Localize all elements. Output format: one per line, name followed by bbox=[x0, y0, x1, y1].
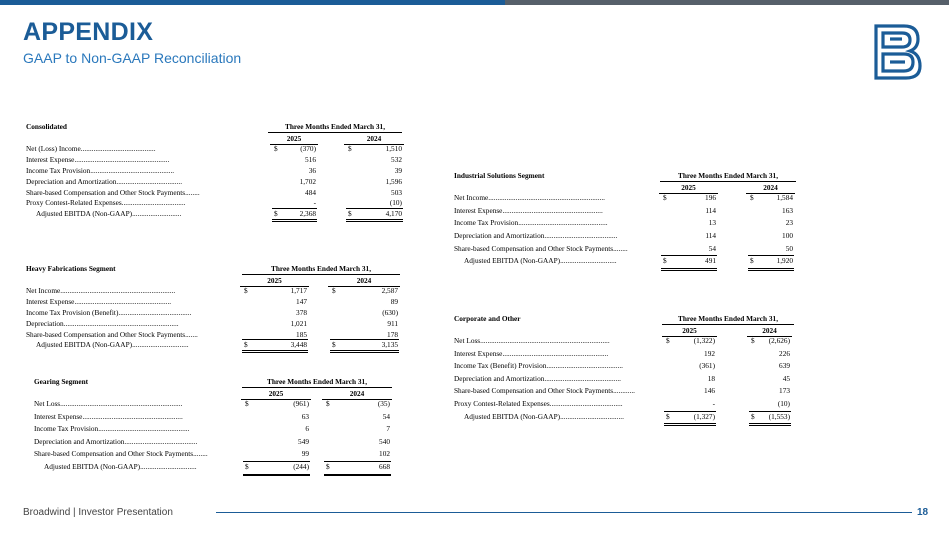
currency-symbol: $ bbox=[666, 336, 670, 345]
value-2024: 1,596 bbox=[385, 176, 402, 186]
footer-divider bbox=[216, 512, 912, 513]
top-accent-bar-gray bbox=[505, 0, 949, 5]
row-label: Share-based Compensation and Other Stock Payments bbox=[454, 243, 614, 253]
table-row bbox=[454, 231, 854, 244]
value-2024: (10) bbox=[777, 398, 790, 408]
total-double-rule bbox=[324, 474, 391, 477]
value-2025: 192 bbox=[704, 348, 715, 358]
total-double-rule bbox=[346, 219, 403, 222]
value-2024: 23 bbox=[785, 218, 793, 228]
total-double-rule bbox=[243, 474, 310, 477]
row-label: Income Tax (Benefit) Provision bbox=[454, 361, 547, 371]
table-row bbox=[454, 412, 854, 425]
row-leader-dots: ....................................................................... bbox=[480, 336, 610, 345]
value-2025: 1,717 bbox=[290, 286, 307, 295]
table-row bbox=[26, 155, 402, 166]
table-title: Industrial Solutions Segment bbox=[454, 171, 545, 180]
currency-symbol: $ bbox=[750, 193, 754, 202]
value-2025: 147 bbox=[296, 296, 307, 306]
year-header: 2024 bbox=[747, 326, 792, 337]
row-leader-dots: .................................................... bbox=[74, 154, 170, 164]
row-leader-dots: ....................................................... bbox=[82, 411, 183, 421]
value-2025: 146 bbox=[704, 386, 715, 396]
value-2024: 178 bbox=[387, 329, 398, 339]
value-2024: (35) bbox=[377, 399, 390, 408]
value-2024: 45 bbox=[782, 373, 790, 383]
value-2024: (2,626) bbox=[768, 336, 790, 345]
value-2024: 639 bbox=[779, 361, 790, 371]
subtotal-rule bbox=[243, 461, 310, 462]
year-header: 2024 bbox=[322, 389, 392, 400]
value-2024: 503 bbox=[391, 187, 402, 197]
row-leader-dots: ........ bbox=[185, 187, 200, 197]
value-2024: 226 bbox=[779, 348, 790, 358]
table-row bbox=[34, 424, 404, 437]
table-row bbox=[454, 361, 854, 374]
value-2025: (244) bbox=[293, 461, 309, 471]
period-header: Three Months Ended March 31, bbox=[662, 314, 794, 325]
row-leader-dots: ........................................ bbox=[124, 436, 198, 446]
table-row bbox=[454, 218, 854, 231]
currency-symbol: $ bbox=[348, 209, 352, 219]
row-label: Depreciation and Amortization bbox=[454, 231, 545, 241]
table-row bbox=[454, 336, 854, 349]
table-row bbox=[26, 177, 402, 188]
value-2024: 54 bbox=[382, 411, 390, 421]
value-2025: 18 bbox=[707, 373, 715, 383]
row-label: Net Income bbox=[454, 193, 489, 202]
period-header: Three Months Ended March 31, bbox=[268, 122, 402, 133]
row-leader-dots: ......................................... bbox=[80, 144, 156, 153]
table-row bbox=[34, 462, 404, 475]
page-title: APPENDIX bbox=[23, 18, 154, 46]
value-2024: 1,920 bbox=[776, 256, 793, 266]
value-2025: 484 bbox=[305, 187, 316, 197]
row-label: Net Income bbox=[26, 286, 61, 295]
value-2025: 549 bbox=[298, 436, 309, 446]
row-label: Proxy Contest-Related Expenses bbox=[454, 398, 550, 408]
broadwind-logo-icon bbox=[872, 22, 924, 82]
row-label: Depreciation and Amortization bbox=[34, 436, 125, 446]
row-label: Income Tax Provision bbox=[26, 165, 91, 175]
value-2024: 100 bbox=[782, 231, 793, 241]
value-2024: 2,587 bbox=[381, 286, 398, 295]
row-leader-dots: .................................... bbox=[116, 176, 183, 186]
value-2025: (1,327) bbox=[693, 411, 715, 421]
row-label: Interest Expense bbox=[454, 348, 503, 358]
subtotal-rule bbox=[661, 255, 717, 256]
row-label: Net Loss bbox=[34, 399, 61, 408]
value-2025: 196 bbox=[705, 193, 716, 202]
value-2024: 4,170 bbox=[385, 209, 402, 219]
table-row bbox=[34, 412, 404, 425]
row-leader-dots: .......................................... bbox=[546, 361, 623, 371]
table-row bbox=[454, 206, 854, 219]
period-header: Three Months Ended March 31, bbox=[242, 264, 400, 275]
table-row bbox=[454, 386, 854, 399]
table-row bbox=[34, 437, 404, 450]
total-double-rule bbox=[242, 350, 308, 353]
row-label: Adjusted EBITDA (Non-GAAP) bbox=[36, 209, 133, 219]
total-double-rule bbox=[664, 423, 716, 426]
value-2024: 1,584 bbox=[776, 193, 793, 202]
total-double-rule bbox=[748, 268, 794, 271]
row-leader-dots: ........ bbox=[193, 449, 208, 459]
table-row bbox=[26, 209, 402, 220]
total-double-rule bbox=[661, 268, 717, 271]
row-leader-dots: ............................... bbox=[132, 340, 189, 350]
total-double-rule bbox=[330, 350, 399, 353]
subtotal-rule bbox=[664, 411, 716, 412]
row-leader-dots: ................................................................... bbox=[60, 399, 183, 408]
value-2025: - bbox=[712, 398, 715, 408]
table-title: Heavy Fabrications Segment bbox=[26, 264, 116, 273]
row-leader-dots: ........................................ bbox=[544, 231, 618, 241]
currency-symbol: $ bbox=[245, 399, 249, 408]
subtotal-rule bbox=[272, 208, 317, 209]
row-leader-dots: ................................................................ bbox=[488, 193, 605, 202]
value-2025: 114 bbox=[705, 231, 716, 241]
value-2025: (1,322) bbox=[693, 336, 715, 345]
row-leader-dots: ........ bbox=[613, 243, 628, 253]
table-row bbox=[34, 399, 404, 412]
row-leader-dots: ............................... bbox=[560, 256, 617, 266]
page-subtitle: GAAP to Non-GAAP Reconciliation bbox=[23, 50, 242, 66]
currency-symbol: $ bbox=[244, 286, 248, 295]
row-label: Interest Expense bbox=[454, 205, 503, 215]
consolidated-table bbox=[26, 122, 402, 220]
year-header: 2025 bbox=[270, 134, 318, 145]
page-number: 18 bbox=[917, 507, 929, 518]
row-leader-dots: ............................................................... bbox=[63, 318, 179, 328]
table-title: Consolidated bbox=[26, 122, 67, 131]
row-label: Interest Expense bbox=[26, 154, 75, 164]
value-2024: 1,510 bbox=[385, 144, 402, 153]
value-2025: 1,021 bbox=[290, 318, 307, 328]
currency-symbol: $ bbox=[244, 340, 248, 350]
row-label: Share-based Compensation and Other Stock Payments bbox=[26, 329, 186, 339]
period-header: Three Months Ended March 31, bbox=[242, 377, 392, 388]
gearing-table bbox=[34, 377, 404, 475]
value-2025: 2,368 bbox=[299, 209, 316, 219]
row-leader-dots: .......................................................... bbox=[502, 348, 609, 358]
value-2025: 378 bbox=[296, 307, 307, 317]
year-header: 2025 bbox=[659, 183, 718, 194]
row-leader-dots: ........................................ bbox=[549, 398, 623, 408]
row-label: Proxy Contest-Related Expenses bbox=[26, 198, 122, 208]
table-row bbox=[454, 349, 854, 362]
row-label: Share-based Compensation and Other Stock Payments bbox=[34, 449, 194, 459]
value-2024: 163 bbox=[782, 205, 793, 215]
table-row bbox=[454, 256, 854, 269]
currency-symbol: $ bbox=[332, 286, 336, 295]
table-row bbox=[26, 166, 402, 177]
total-double-rule bbox=[749, 423, 791, 426]
value-2024: 7 bbox=[386, 424, 390, 434]
row-label: Depreciation and Amortization bbox=[26, 176, 117, 186]
value-2025: 13 bbox=[708, 218, 716, 228]
year-header: 2024 bbox=[746, 183, 795, 194]
industrial-solutions-table bbox=[454, 171, 854, 269]
currency-symbol: $ bbox=[663, 256, 667, 266]
value-2024: 102 bbox=[379, 449, 390, 459]
row-label: Interest Expense bbox=[26, 296, 75, 306]
value-2025: (370) bbox=[300, 144, 316, 153]
subtotal-rule bbox=[242, 339, 308, 340]
value-2025: 3,448 bbox=[290, 340, 307, 350]
row-label: Income Tax Provision bbox=[454, 218, 519, 228]
value-2025: 6 bbox=[305, 424, 309, 434]
table-row bbox=[26, 297, 402, 308]
corporate-other-table bbox=[454, 314, 854, 424]
value-2025: 63 bbox=[301, 411, 309, 421]
table-row bbox=[26, 319, 402, 330]
row-leader-dots: ............................................................... bbox=[60, 286, 176, 295]
table-row bbox=[454, 193, 854, 206]
value-2024: (630) bbox=[382, 307, 398, 317]
row-label: Adjusted EBITDA (Non-GAAP) bbox=[464, 411, 561, 421]
row-label: Adjusted EBITDA (Non-GAAP) bbox=[36, 340, 133, 350]
table-row bbox=[454, 244, 854, 257]
value-2025: 185 bbox=[296, 329, 307, 339]
value-2025: 491 bbox=[705, 256, 716, 266]
value-2025: 99 bbox=[301, 449, 309, 459]
value-2024: 50 bbox=[785, 243, 793, 253]
currency-symbol: $ bbox=[666, 411, 670, 421]
row-leader-dots: ..................................................... bbox=[74, 296, 172, 306]
year-header: 2025 bbox=[662, 326, 717, 337]
year-header: 2024 bbox=[328, 276, 400, 287]
value-2024: 532 bbox=[391, 154, 402, 164]
row-label: Adjusted EBITDA (Non-GAAP) bbox=[44, 461, 141, 471]
currency-symbol: $ bbox=[332, 340, 336, 350]
table-row bbox=[26, 286, 402, 297]
row-label: Adjusted EBITDA (Non-GAAP) bbox=[464, 256, 561, 266]
row-label: Share-based Compensation and Other Stock Payments bbox=[454, 386, 614, 396]
subtotal-rule bbox=[346, 208, 403, 209]
table-row bbox=[454, 399, 854, 412]
table-row bbox=[454, 374, 854, 387]
row-label: Depreciation and Amortization bbox=[454, 373, 545, 383]
row-leader-dots: ............................... bbox=[140, 461, 197, 471]
subtotal-rule bbox=[324, 461, 391, 462]
currency-symbol: $ bbox=[245, 461, 249, 471]
table-row bbox=[26, 188, 402, 199]
period-header: Three Months Ended March 31, bbox=[660, 171, 796, 182]
row-label: Net Loss bbox=[454, 336, 481, 345]
footer-text: Broadwind | Investor Presentation bbox=[23, 507, 173, 518]
value-2025: 114 bbox=[705, 205, 716, 215]
year-header: 2025 bbox=[240, 276, 309, 287]
value-2024: 39 bbox=[394, 165, 402, 175]
row-leader-dots: ................................... bbox=[121, 198, 186, 208]
currency-symbol: $ bbox=[274, 209, 278, 219]
row-leader-dots: ................................... bbox=[560, 411, 624, 421]
row-leader-dots: ........................................ bbox=[118, 307, 192, 317]
value-2025: 36 bbox=[308, 165, 316, 175]
value-2024: 668 bbox=[379, 461, 390, 471]
subtotal-rule bbox=[330, 339, 399, 340]
table-row bbox=[26, 308, 402, 319]
table-title: Gearing Segment bbox=[34, 377, 89, 386]
value-2024: 540 bbox=[379, 436, 390, 446]
value-2025: (361) bbox=[699, 361, 715, 371]
subtotal-rule bbox=[749, 411, 791, 412]
row-label: Income Tax Provision (Benefit) bbox=[26, 307, 119, 317]
table-row bbox=[26, 144, 402, 155]
row-leader-dots: .............................................. bbox=[90, 165, 175, 175]
row-leader-dots: ............ bbox=[613, 386, 635, 396]
currency-symbol: $ bbox=[326, 461, 330, 471]
value-2024: 911 bbox=[387, 318, 398, 328]
total-double-rule bbox=[272, 219, 317, 222]
currency-symbol: $ bbox=[663, 193, 667, 202]
row-label: Income Tax Provision bbox=[34, 424, 99, 434]
value-2024: 3,135 bbox=[381, 340, 398, 350]
row-leader-dots: .................................................. bbox=[98, 424, 190, 434]
row-leader-dots: ....................................................... bbox=[502, 205, 603, 215]
currency-symbol: $ bbox=[751, 336, 755, 345]
value-2025: - bbox=[313, 198, 316, 208]
currency-symbol: $ bbox=[274, 144, 278, 153]
row-label: Net (Loss) Income bbox=[26, 144, 81, 153]
currency-symbol: $ bbox=[348, 144, 352, 153]
row-label: Interest Expense bbox=[34, 411, 83, 421]
subtotal-rule bbox=[748, 255, 794, 256]
value-2025: 516 bbox=[305, 154, 316, 164]
value-2025: (961) bbox=[293, 399, 309, 408]
row-leader-dots: .......................................... bbox=[544, 373, 621, 383]
value-2025: 1,702 bbox=[299, 176, 316, 186]
year-header: 2024 bbox=[344, 134, 404, 145]
table-row bbox=[26, 340, 402, 351]
year-header: 2025 bbox=[241, 389, 311, 400]
currency-symbol: $ bbox=[326, 399, 330, 408]
value-2024: 89 bbox=[390, 296, 398, 306]
heavy-fabrications-table bbox=[26, 264, 402, 351]
currency-symbol: $ bbox=[750, 256, 754, 266]
table-title: Corporate and Other bbox=[454, 314, 521, 323]
value-2025: 54 bbox=[708, 243, 716, 253]
currency-symbol: $ bbox=[751, 411, 755, 421]
row-label: Depreciation bbox=[26, 318, 64, 328]
row-leader-dots: ....... bbox=[185, 329, 198, 339]
value-2024: (1,553) bbox=[768, 411, 790, 421]
top-accent-bar-blue bbox=[0, 0, 505, 5]
value-2024: 173 bbox=[779, 386, 790, 396]
row-leader-dots: ........................... bbox=[132, 209, 182, 219]
row-label: Share-based Compensation and Other Stock Payments bbox=[26, 187, 186, 197]
row-leader-dots: ................................................. bbox=[518, 218, 608, 228]
value-2024: (10) bbox=[389, 198, 402, 208]
